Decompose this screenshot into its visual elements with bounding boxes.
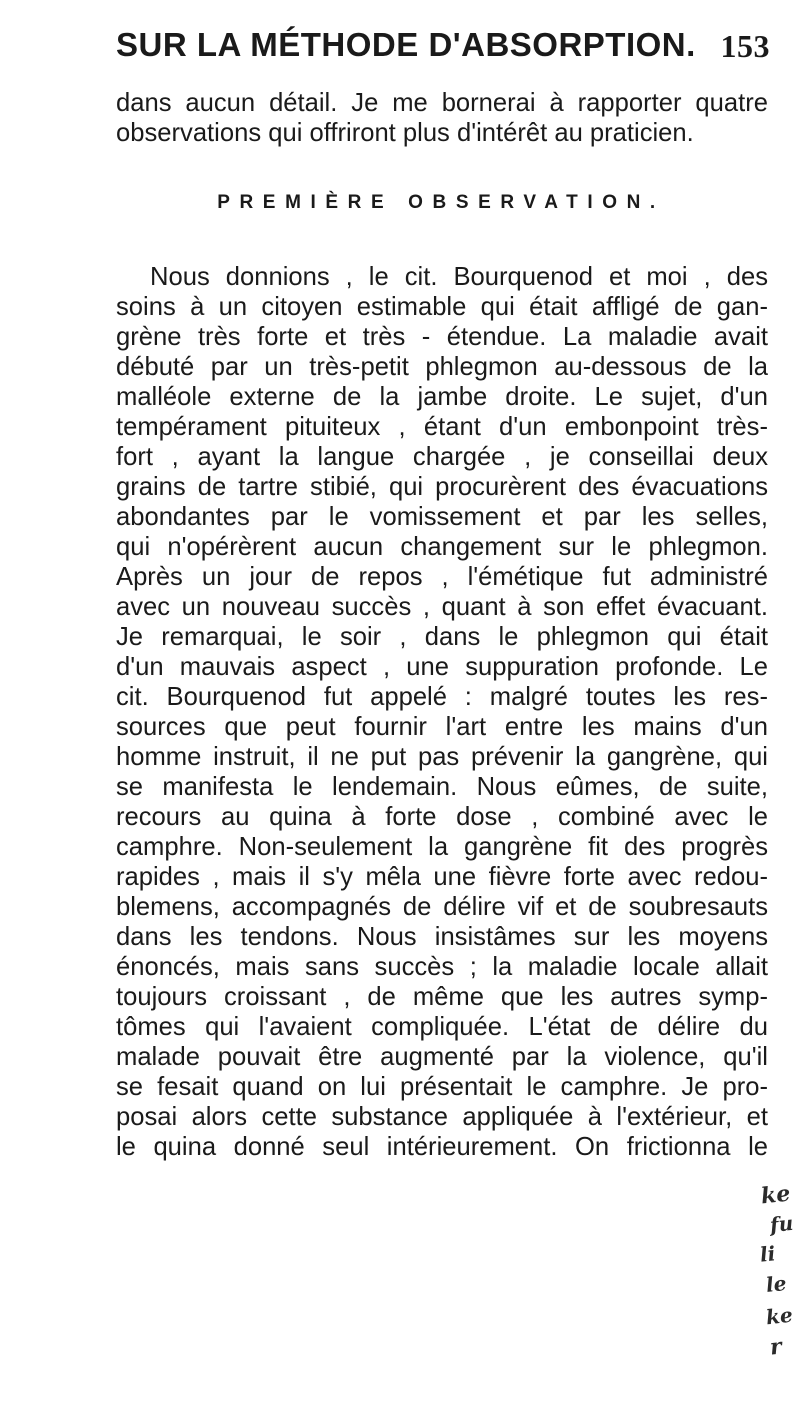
handwritten-note: r <box>768 1333 783 1361</box>
text-line: abondantes par le vomissement et par les selles, <box>116 503 768 531</box>
text-line: dans les tendons. Nous insistâmes sur les moyens <box>116 923 768 951</box>
handwritten-note: le <box>764 1271 788 1297</box>
text-line: posai alors cette substance appliquée à l'extérieur, et <box>116 1103 768 1131</box>
text-line: Après un jour de repos , l'émétique fut administré <box>116 563 768 591</box>
observation-paragraph <box>116 262 768 1162</box>
text-line: qui n'opérèrent aucun changement sur le phlegmon. <box>116 533 768 561</box>
text-line: se manifesta le lendemain. Nous eûmes, de suite, <box>116 773 768 801</box>
text-line: fort , ayant la langue chargée , je conseillai deux <box>116 443 768 471</box>
text-line: d'un mauvais aspect , une suppuration profonde. Le <box>116 653 768 681</box>
text-line: le quina donné seul intérieurement. On frictionna le <box>116 1133 768 1161</box>
text-line: soins à un citoyen estimable qui était affligé de gan- <box>116 293 768 321</box>
text-line: malade pouvait être augmenté par la violence, qu'il <box>116 1043 768 1071</box>
page-number: 153 <box>720 28 770 64</box>
handwritten-note: ke <box>764 1302 794 1330</box>
text-line: Je remarquai, le soir , dans le phlegmon qui était <box>116 623 768 651</box>
text-line: débuté par un très-petit phlegmon au-dessous de la <box>116 353 768 381</box>
text-line: dans aucun détail. Je me bornerai à rapporter quatre <box>116 89 768 117</box>
text-line: cit. Bourquenod fut appelé : malgré toutes les res- <box>116 683 768 711</box>
text-line: toujours croissant , de même que les autres symp- <box>116 983 768 1011</box>
handwritten-note: li <box>758 1241 777 1267</box>
text-line: tempérament pituiteux , étant d'un embonpoint très- <box>116 413 768 441</box>
text-line: grène très forte et très - étendue. La maladie avait <box>116 323 768 351</box>
text-line: sources que peut fournir l'art entre les mains d'un <box>116 713 768 741</box>
text-line: recours au quina à forte dose , combiné avec le <box>116 803 768 831</box>
intro-paragraph <box>116 88 768 148</box>
text-line: tômes qui l'avaient compliquée. L'état de délire du <box>116 1013 768 1041</box>
running-title: SUR LA MÉTHODE D'ABSORPTION. <box>116 26 696 63</box>
text-line: observations qui offriront plus d'intérêt au praticien. <box>116 119 694 147</box>
text-line: blemens, accompagnés de délire vif et de soubresauts <box>116 893 768 921</box>
handwritten-note: fu <box>768 1210 795 1238</box>
running-head <box>116 26 776 78</box>
text-line: énoncés, mais sans succès ; la maladie locale allait <box>116 953 768 981</box>
section-heading: PREMIÈRE OBSERVATION. <box>217 192 665 213</box>
text-line: malléole externe de la jambe droite. Le sujet, d'un <box>116 383 768 411</box>
handwritten-note: ke <box>759 1180 792 1210</box>
text-line: homme instruit, il ne put pas prévenir la gangrène, qui <box>116 743 768 771</box>
text-line: camphre. Non-seulement la gangrène fit des progrès <box>116 833 768 861</box>
text-line: avec un nouveau succès , quant à son effet évacuant. <box>116 593 768 621</box>
text-line: rapides , mais il s'y mêla une fièvre forte avec redou- <box>116 863 768 891</box>
text-line: se fesait quand on lui présentait le camphre. Je pro- <box>116 1073 768 1101</box>
text-line: Nous donnions , le cit. Bourquenod et moi , des <box>150 263 768 291</box>
text-line: grains de tartre stibié, qui procurèrent des évacuations <box>116 473 768 501</box>
